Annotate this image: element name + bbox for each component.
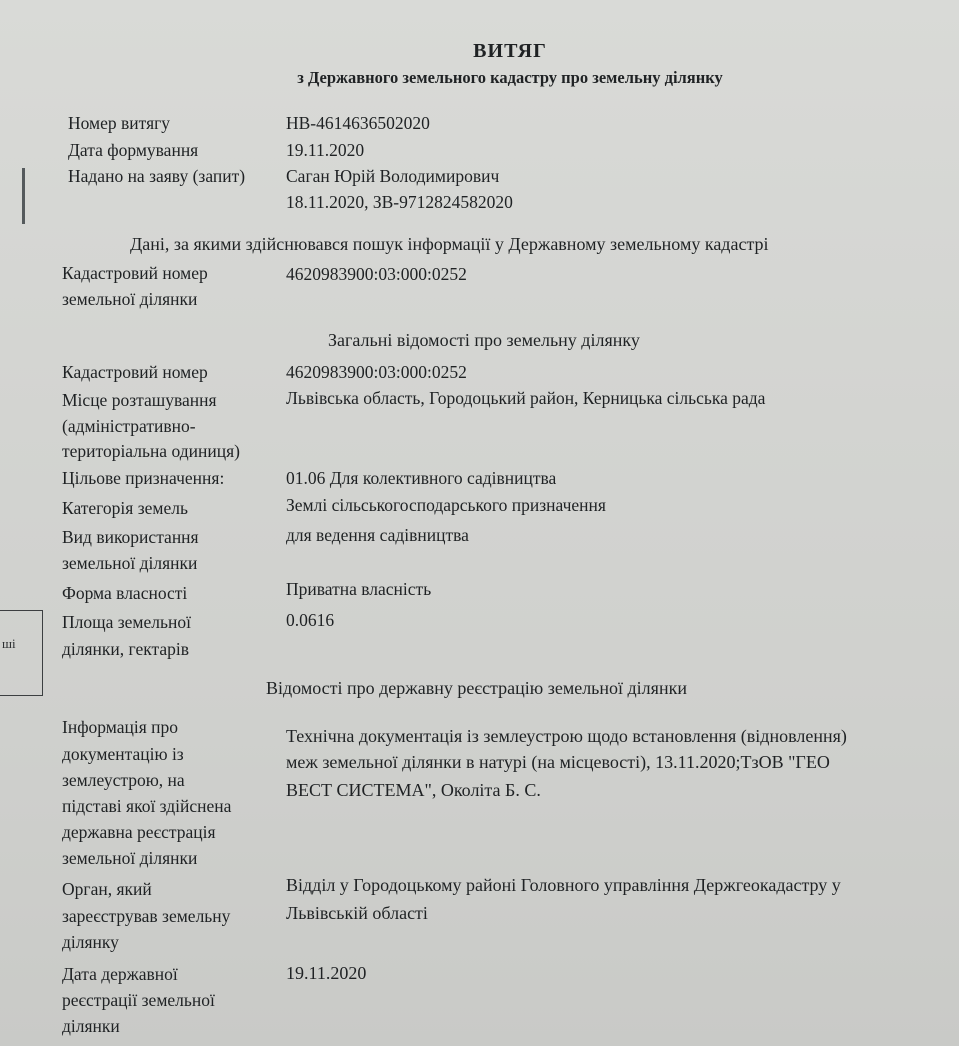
extract-date-label: Дата формування [68, 140, 199, 160]
documentation-value-2: меж земельної ділянки в натурі (на місцевості), 13.11.2020;ТзОВ "ГЕО [286, 752, 830, 772]
land-category-value: Землі сільськогосподарського призначення [286, 495, 606, 515]
documentation-label-6: земельної ділянки [62, 848, 198, 868]
registration-date-label-3: ділянки [62, 1016, 120, 1036]
authority-label-1: Орган, який [62, 879, 152, 899]
search-section-heading: Дані, за якими здійснювався пошук інформації у Державному земельному кадастрі [130, 234, 769, 254]
area-label-1: Площа земельної [62, 612, 191, 632]
cadastral-number-value: 4620983900:03:000:0252 [286, 362, 467, 382]
authority-label-3: ділянку [62, 932, 119, 952]
land-category-label: Категорія земель [62, 498, 188, 518]
request-number: 18.11.2020, ЗВ-9712824582020 [286, 192, 513, 212]
request-label: Надано на заяву (запит) [68, 166, 246, 186]
registration-section-heading: Відомості про державну реєстрацію земельної ділянки [266, 678, 687, 698]
documentation-label-3: землеустрою, на [62, 770, 185, 790]
location-label-1: Місце розташування [62, 390, 217, 410]
registration-date-value: 19.11.2020 [286, 963, 367, 983]
margin-stamp-box [0, 610, 43, 696]
registration-date-label-1: Дата державної [62, 964, 178, 984]
margin-pen-mark [22, 168, 25, 224]
usage-label-2: земельної ділянки [62, 553, 198, 573]
documentation-value-3: ВЕСТ СИСТЕМА", Околіта Б. С. [286, 780, 541, 800]
search-cadastral-label-1: Кадастровий номер [62, 263, 208, 283]
cadastral-number-label: Кадастровий номер [62, 362, 208, 382]
authority-value-2: Львівській області [286, 903, 428, 923]
margin-stamp-text: ші [2, 636, 16, 651]
purpose-label: Цільове призначення: [62, 468, 225, 488]
documentation-label-5: державна реєстрація [62, 822, 216, 842]
documentation-value-1: Технічна документація із землеустрою щодо встановлення (відновлення) [286, 726, 847, 746]
extract-number-value: НВ-4614636502020 [286, 113, 430, 133]
purpose-value: 01.06 Для колективного садівництва [286, 468, 557, 488]
location-label-2: (адміністративно- [62, 416, 196, 436]
area-label-2: ділянки, гектарів [62, 639, 190, 659]
location-label-3: територіальна одиниця) [62, 441, 240, 461]
search-cadastral-value: 4620983900:03:000:0252 [286, 264, 467, 284]
extract-date-value: 19.11.2020 [286, 140, 365, 160]
documentation-label-4: підставі якої здійснена [62, 796, 232, 816]
usage-label-1: Вид використання [62, 527, 199, 547]
document-subtitle: з Державного земельного кадастру про земельну ділянку [297, 68, 723, 87]
usage-value: для ведення садівництва [286, 525, 469, 545]
registration-date-label-2: реєстрації земельної [62, 990, 215, 1010]
search-cadastral-label-2: земельної ділянки [62, 289, 198, 309]
general-section-heading: Загальні відомості про земельну ділянку [328, 330, 640, 350]
ownership-value: Приватна власність [286, 579, 432, 599]
documentation-label-2: документацію із [62, 744, 184, 764]
authority-label-2: зареєстрував земельну [62, 906, 231, 926]
area-value: 0.0616 [286, 610, 335, 630]
request-applicant: Саган Юрій Володимирович [286, 166, 500, 186]
documentation-label-1: Інформація про [62, 717, 179, 737]
location-value: Львівська область, Городоцький район, Керницька сільська рада [286, 388, 766, 408]
ownership-label: Форма власності [62, 583, 188, 603]
extract-number-label: Номер витягу [68, 113, 171, 133]
authority-value-1: Відділ у Городоцькому районі Головного управління Держгеокадастру у [286, 875, 841, 895]
document-title: ВИТЯГ [473, 40, 547, 62]
